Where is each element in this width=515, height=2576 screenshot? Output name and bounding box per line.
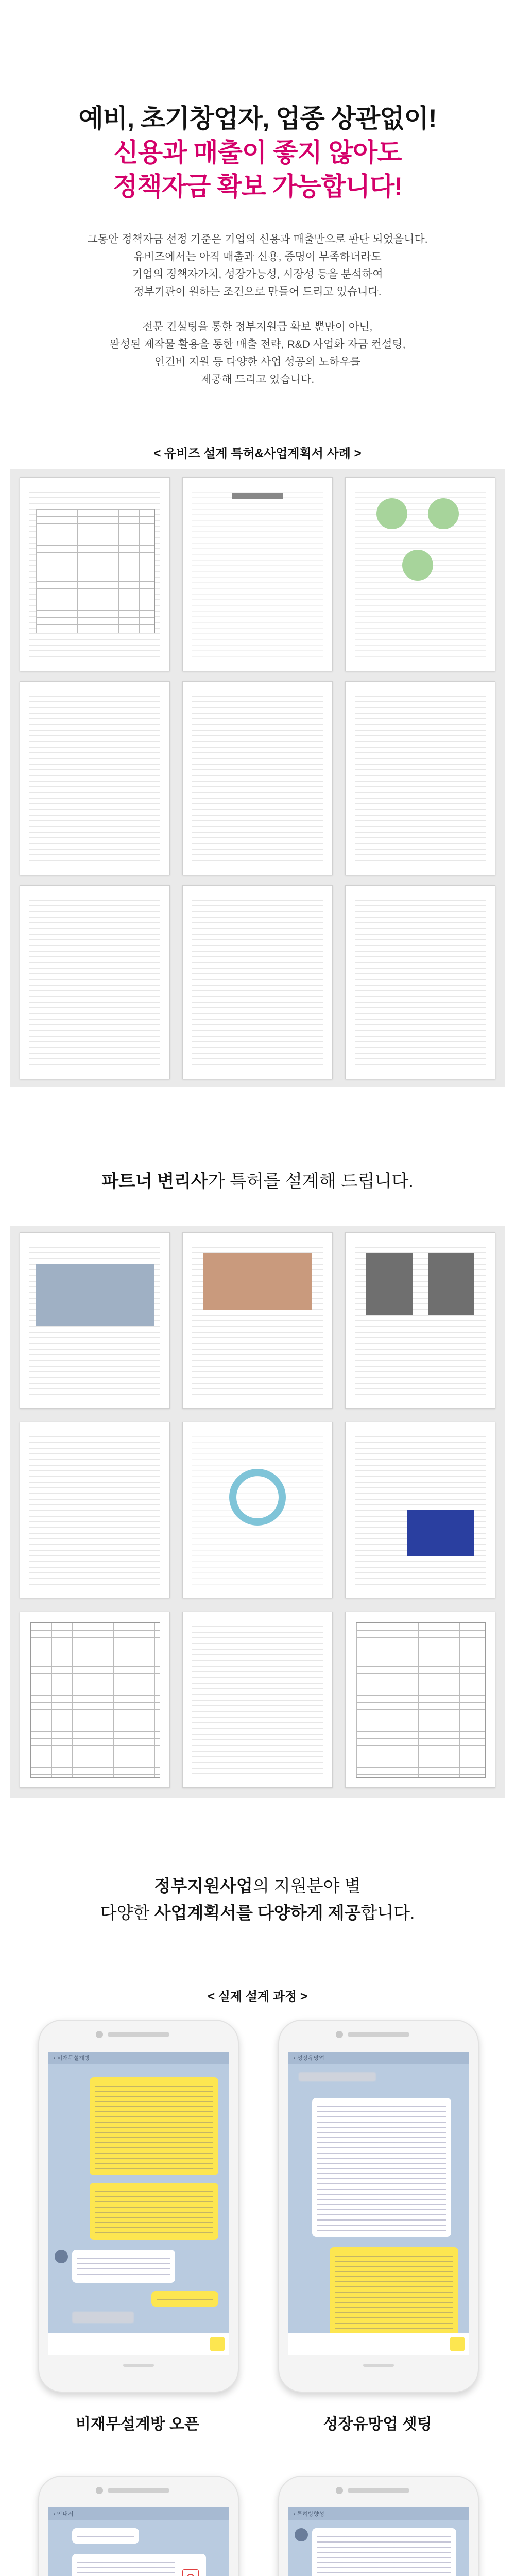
avatar-icon [55,2250,68,2263]
document-gallery-2 [10,1226,505,1798]
document-thumbnail [20,681,170,875]
document-thumbnail [345,885,495,1079]
document-thumbnail [345,1232,495,1409]
chat-screen: ‹ 특허방향성 [288,2507,469,2576]
send-icon [210,2337,225,2351]
document-thumbnail [20,1232,170,1409]
caption-rest: 의 지원분야 별 [252,1876,361,1895]
document-thumbnail [182,1612,333,1788]
pdf-icon [182,2569,199,2576]
phone-mockup [278,2020,479,2393]
headline-line1: 예비, 초기창업자, 업종 상관없이! [78,104,437,133]
intro-text: 전문 컨설팅을 통한 정부지원금 확보 뿐만이 아닌, [142,321,373,333]
send-icon [450,2337,465,2351]
headline-line2: 신용과 매출이 좋지 않아도 [113,138,402,167]
intro-text: 완성된 제작물 활용을 통한 매출 전략, R&D 사업화 자금 컨설팅, [109,338,406,350]
document-thumbnail [182,477,333,671]
chat-screen: ‹ 안내서 [48,2507,229,2576]
avatar-icon [295,2528,308,2541]
section-label-text: < 유비즈 설계 특허&사업계획서 사례 > [153,447,362,461]
caption-rest: 가 특허를 설계해 드립니다. [208,1172,414,1191]
caption-rest: 합니다. [360,1903,415,1922]
section-label-process [0,1986,515,2004]
phone-mockup [278,2476,479,2576]
intro-text: 정부기관이 원하는 조건으로 만들어 드리고 있습니다. [133,286,382,298]
step-label: 성장유망업 셋팅 [323,2416,432,2433]
intro-paragraph-1 [0,231,515,301]
document-thumbnail [345,477,495,671]
chat-screen: ‹ 비재무설계방 [48,2052,229,2355]
document-thumbnail [345,1612,495,1788]
headline-line3: 정책자금 확보 가능합니다! [113,172,402,201]
document-thumbnail [20,885,170,1079]
document-thumbnail [182,1422,333,1598]
document-thumbnail [20,1422,170,1598]
caption-bold: 정부지원사업 [154,1876,253,1895]
document-thumbnail [182,885,333,1079]
caption-patent [0,1167,515,1192]
intro-text: 그동안 정책자금 선정 기준은 기업의 신용과 매출만으로 판단 되었을니다. [87,233,428,245]
document-thumbnail [20,1612,170,1788]
caption-bold: 사업계획서를 다양하게 제공 [154,1903,361,1922]
intro-text: 유비즈에서는 아직 매출과 신용, 증명이 부족하더라도 [133,251,382,263]
section-label-cases [0,443,515,461]
intro-text: 인건비 지원 등 다양한 사업 성공의 노하우를 [154,356,361,368]
chat-screen: ‹ 성장유망업 [288,2052,469,2355]
step-label: 비재무설계방 오픈 [75,2416,200,2433]
document-thumbnail [345,1422,495,1598]
document-thumbnail [182,681,333,875]
intro-text: 제공해 드리고 있습니다. [200,374,315,385]
caption-business-plan [0,1873,515,1926]
phone-mockup [38,2020,239,2393]
intro-paragraph-2 [0,318,515,388]
caption-bold: 파트너 변리사 [101,1172,208,1191]
document-thumbnail [20,477,170,671]
document-gallery-1 [10,469,505,1087]
document-thumbnail [345,681,495,875]
phone-mockup [38,2476,239,2576]
intro-text: 기업의 정책자가치, 성장가능성, 시장성 등을 분석하여 [132,268,383,280]
section-label-text: < 실제 설계 과정 > [208,1990,307,2004]
caption-rest: 다양한 [100,1903,154,1922]
document-thumbnail [182,1232,333,1409]
